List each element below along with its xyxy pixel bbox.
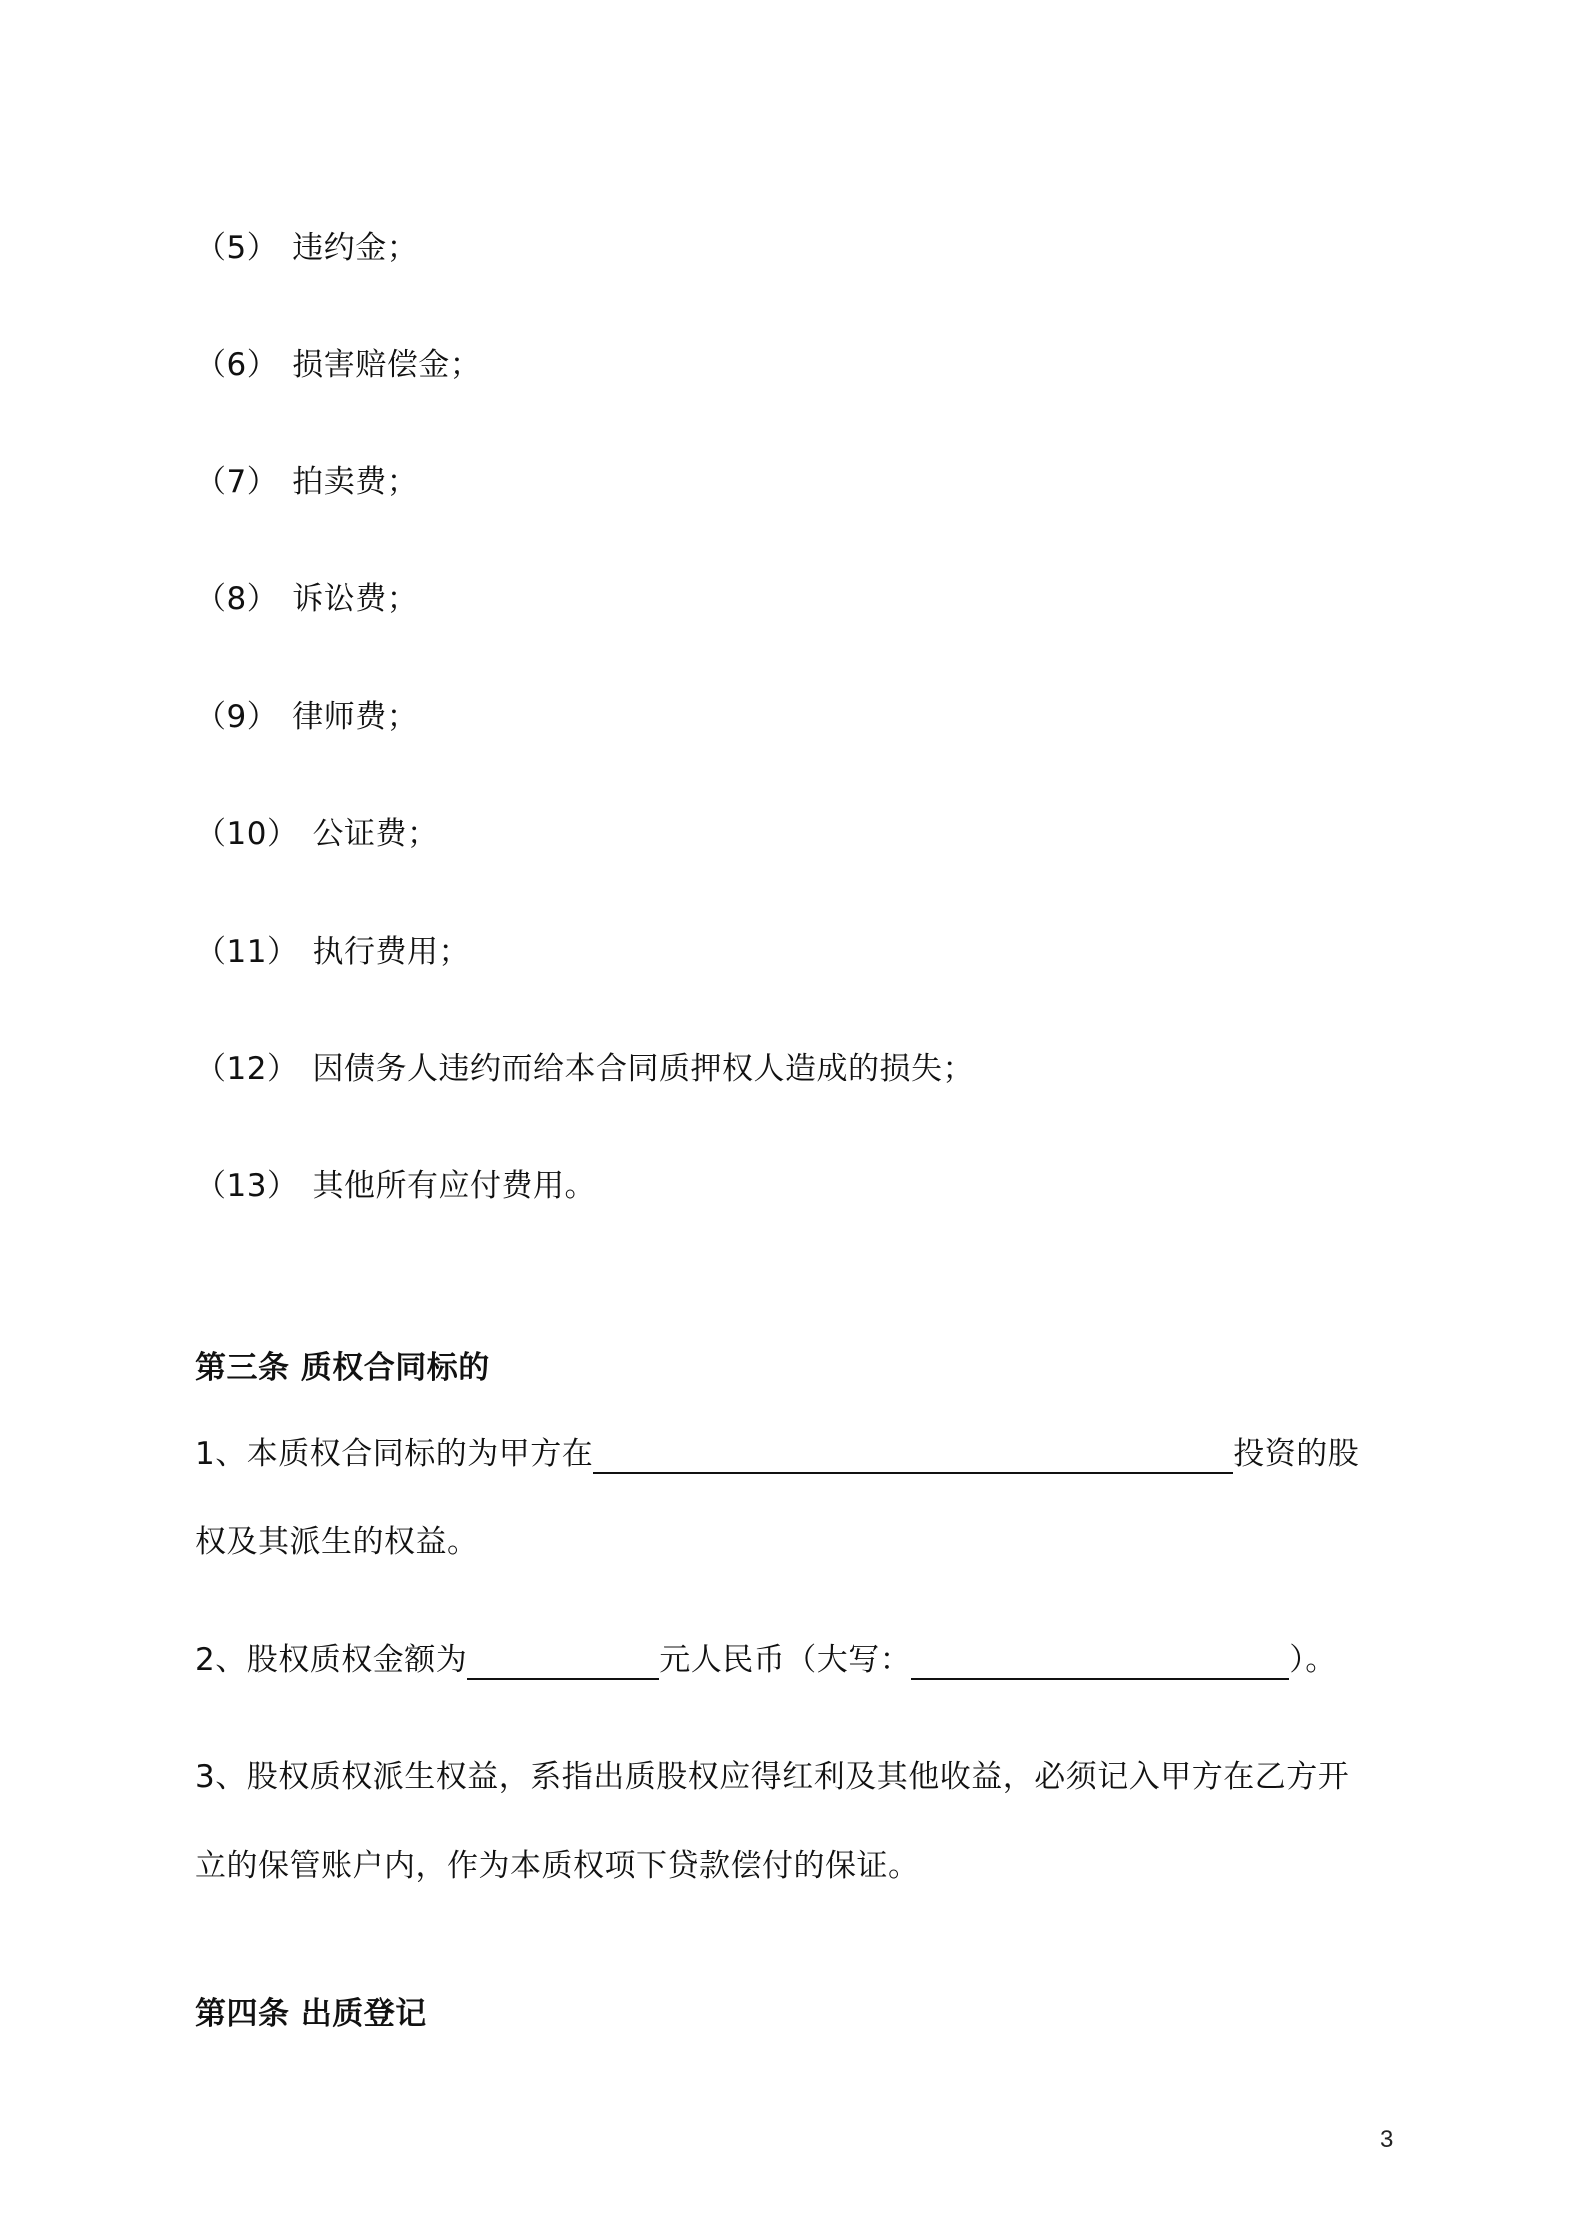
item-text: 因债务人违约而给本合同质押权人造成的损失； <box>312 1051 974 1087</box>
item-text: 诉讼费； <box>292 581 419 617</box>
item-number: （5） <box>195 230 279 266</box>
list-item <box>195 697 418 737</box>
clause-2-text-middle: 元人民币（大写： <box>659 1642 912 1678</box>
item-text: 律师费； <box>292 699 419 735</box>
item-text: 违约金； <box>292 230 419 266</box>
clause-2-text-after: ）。 <box>1289 1642 1337 1678</box>
item-text: 拍卖费； <box>292 464 419 500</box>
clause-1 <box>195 1434 1359 1474</box>
item-number: （8） <box>195 581 279 617</box>
article-3-heading: 第三条 质权合同标的 <box>195 1350 490 1386</box>
list-item <box>195 345 481 385</box>
clause-2-text: 2、股权质权金额为 <box>195 1642 468 1678</box>
list-item <box>195 1166 596 1206</box>
clause-3-continuation: 立的保管账户内，作为本质权项下贷款偿付的保证。 <box>195 1848 920 1884</box>
item-number: （12） <box>195 1051 299 1087</box>
clause-2 <box>195 1640 1337 1680</box>
clause-1-text: 1、本质权合同标的为甲方在 <box>195 1436 594 1472</box>
item-number: （10） <box>195 816 299 852</box>
item-number: （6） <box>195 347 279 383</box>
fill-in-blank <box>593 1440 1233 1474</box>
item-text: 损害赔偿金； <box>292 347 482 383</box>
item-number: （11） <box>195 934 299 970</box>
article-4-heading: 第四条 出质登记 <box>195 1996 427 2032</box>
clause-3: 3、股权质权派生权益，系指出质股权应得红利及其他收益，必须记入甲方在乙方开 <box>195 1759 1350 1795</box>
list-item <box>195 462 418 502</box>
page-number: 3 <box>1380 2126 1394 2153</box>
item-number: （9） <box>195 699 279 735</box>
clause-1-continuation: 权及其派生的权益。 <box>195 1524 479 1560</box>
list-item <box>195 932 470 972</box>
clause-1-text-after: 投资的股 <box>1233 1436 1360 1472</box>
item-number: （13） <box>195 1168 299 1204</box>
fill-in-blank <box>911 1646 1289 1680</box>
list-item <box>195 228 418 268</box>
list-item <box>195 1049 974 1089</box>
list-item <box>195 579 418 619</box>
item-number: （7） <box>195 464 279 500</box>
list-item <box>195 814 438 854</box>
item-text: 执行费用； <box>312 934 470 970</box>
fill-in-blank <box>467 1646 659 1680</box>
item-text: 公证费； <box>312 816 439 852</box>
item-text: 其他所有应付费用。 <box>312 1168 596 1204</box>
